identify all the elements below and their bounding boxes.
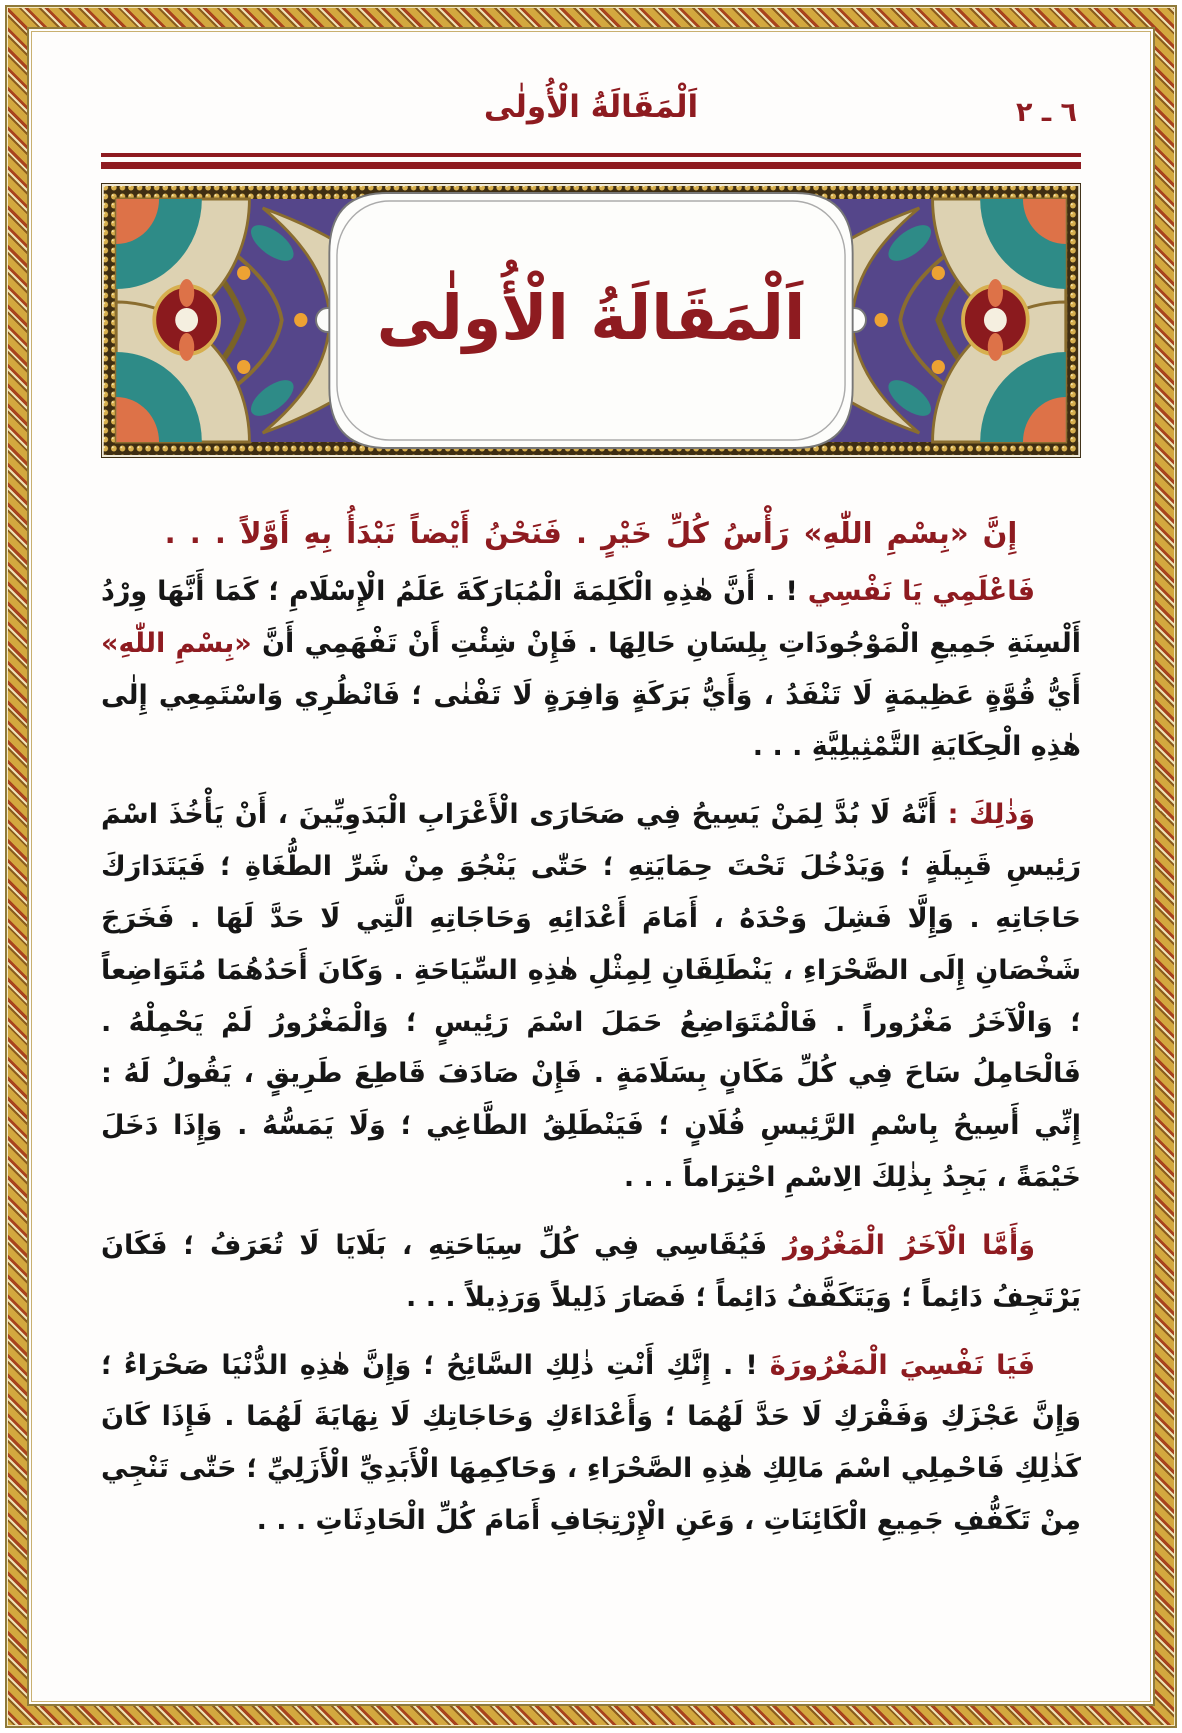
lead-phrase: «بِسْمِ اللّٰهِ» (101, 627, 252, 659)
lead-phrase: وَذٰلِكَ : (947, 799, 1035, 831)
body-paragraphs (101, 566, 1081, 1547)
text-segment: فَيُقَاسِي فِي كُلِّ سِيَاحَتِهِ ، بَلَايَا لَا تُعَرَفُ ؛ فَكَانَ يَرْتَجِفُ دَائِماً ؛ وَيَتَكَفَّفُ دَائِماً ؛ فَصَارَ ذَلِيلاً وَرَذِيلاً . . . (101, 1229, 1081, 1313)
opening-line: إِنَّ «بِسْمِ اللّٰهِ» رَأْسُ كُلِّ خَيْرٍ . فَنَحْنُ أَيْضاً نَبْدَأُ بِهِ أَوَّلاً . . . (164, 516, 1018, 550)
text-segment: أَيُّ قُوَّةٍ عَظِيمَةٍ لَا تَنْفَدُ ، وَأَيُّ بَرَكَةٍ وَافِرَةٍ لَا تَفْنٰى ؛ فَانْظُرِي وَاسْتَمِعِي إِلٰى هٰذِهِ الْحِكَايَةِ التَّمْثِيلِيَّةِ . . . (101, 679, 1081, 763)
headpiece-title: اَلْمَقَالَةُ الْأُولٰى (376, 280, 806, 354)
page-header (101, 89, 1081, 145)
page-content (59, 59, 1123, 1674)
paragraph (101, 1340, 1081, 1547)
paragraph (101, 789, 1081, 1204)
header-title: اَلْمَقَالَةُ الْأُولٰى (483, 89, 699, 125)
ornament-headpiece (101, 183, 1081, 458)
paragraph (101, 566, 1081, 773)
lead-phrase: فَاعْلَمِي يَا نَفْسِي (807, 576, 1036, 607)
lead-phrase: وَأَمَّا الْآخَرُ الْمَغْرُورُ (782, 1229, 1035, 1261)
text-segment: ! . إِنَّكِ أَنْتِ ذٰلِكِ السَّائِحُ ؛ وَإِنَّ هٰذِهِ الدُّنْيَا صَحْرَاءُ ؛ وَإِنَّ عَجْزَكِ وَفَقْرَكِ لَا حَدَّ لَهُمَا ؛ وَأَعْدَاءَكِ وَحَاجَاتِكِ لَا نِهَايَةَ لَهُمَا . فَإِذَا كَانَ كَذٰلِكِ فَاحْمِلِي اسْمَ مَالِكِ هٰذِهِ الصَّحْرَاءِ ، وَحَاكِمِهَا الْأَبَدِيِّ الْأَزَلِيِّ ؛ حَتّٰى تَنْجِي مِنْ تَكَفُّفِ جَمِيعِ الْكَائِنَاتِ ، وَعَنِ الْإِرْتِجَافِ أَمَامَ كُلِّ الْحَادِثَاتِ . . . (101, 1349, 1081, 1537)
header-double-rule (101, 153, 1081, 169)
lead-phrase: فَيَا نَفْسِيَ الْمَغْرُورَةَ (769, 1349, 1035, 1381)
page-sheet (27, 27, 1155, 1706)
page-number: ٢ ـ ٦ (1016, 97, 1077, 128)
text-segment: ! . أَنَّ هٰذِهِ الْكَلِمَةَ الْمُبَارَكَةَ عَلَمُ الْإِسْلَامِ ؛ كَمَا أَنَّهَا وِرْدُ أَلْسِنَةِ جَمِيعِ الْمَوْجُودَاتِ بِلِسَانِ حَالِهَا . فَإِنْ شِئْتِ أَنْ تَفْهَمِي أَنَّ (101, 576, 1081, 659)
paragraph (101, 1220, 1081, 1324)
text-segment: أَنَّهُ لَا بُدَّ لِمَنْ يَسِيحُ فِي صَحَارَى الْأَعْرَابِ الْبَدَوِيِّينَ ، أَنْ يَأْخُذَ اسْمَ رَئِيسِ قَبِيلَةٍ ؛ وَيَدْخُلَ تَحْتَ حِمَايَتِهِ ؛ حَتّٰى يَنْجُوَ مِنْ شَرِّ الطُّغَاةِ ؛ فَيَتَدَارَكَ حَاجَاتِهِ . وَإِلَّا فَشِلَ وَحْدَهُ ، أَمَامَ أَعْدَائِهِ وَحَاجَاتِهِ الَّتِي لَا حَدَّ لَهَا . فَخَرَجَ شَخْصَانِ إِلَى الصَّحْرَاءِ ، يَنْطَلِقَانِ لِمِثْلِ هٰذِهِ السِّيَاحَةِ . وَكَانَ أَحَدُهُمَا مُتَوَاضِعاً ؛ وَالْآخَرُ مَغْرُوراً . فَالْمُتَوَاضِعُ حَمَلَ اسْمَ رَئِيسٍ ؛ وَالْمَغْرُورُ لَمْ يَحْمِلْهُ . فَالْحَامِلُ سَاحَ فِي كُلِّ مَكَانٍ بِسَلَامَةٍ . فَإِنْ صَادَفَ قَاطِعَ طَرِيقٍ ، يَقُولُ لَهُ : إِنِّي أَسِيحُ بِاسْمِ الرَّئِيسِ فُلَانٍ ؛ فَيَنْطَلِقُ الطَّاغِي ؛ وَلَا يَمَسُّهُ . وَإِذَا دَخَلَ خَيْمَةً ، يَجِدُ بِذٰلِكَ الِاسْمِ احْتِرَاماً . . . (101, 799, 1081, 1194)
